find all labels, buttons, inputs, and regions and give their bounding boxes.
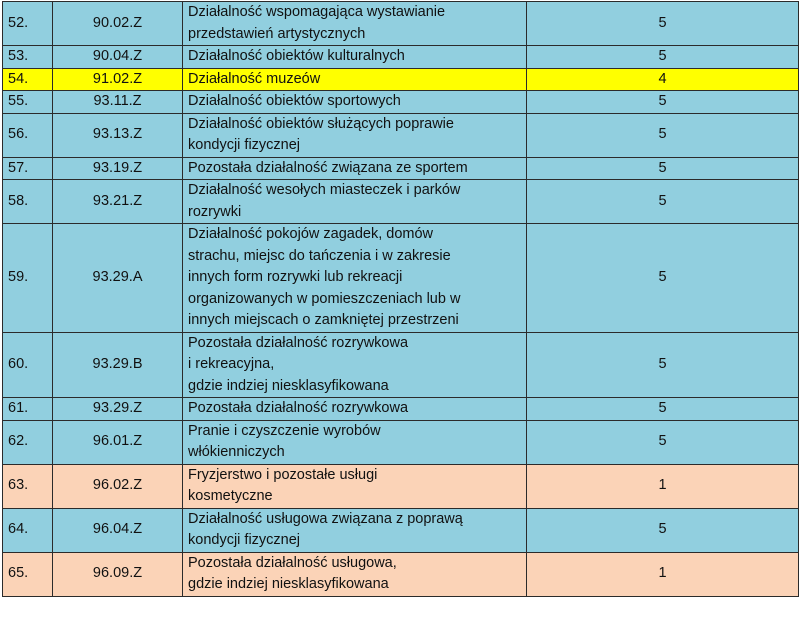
value-cell: 5 [527, 180, 799, 224]
value-cell: 5 [527, 113, 799, 157]
description-line: Działalność muzeów [188, 70, 321, 87]
table-row-highlighted [3, 464, 799, 508]
value-cell: 1 [527, 464, 799, 508]
row-number: 54. [3, 68, 53, 91]
description-line: włókienniczych [188, 444, 285, 460]
value-cell: 5 [527, 157, 799, 180]
description-line: Działalność wspomagająca wystawianie [188, 4, 446, 20]
activity-description [183, 113, 527, 157]
pkd-code: 96.09.Z [53, 552, 183, 596]
description-line: gdzie indziej niesklasyfikowana [188, 377, 389, 394]
table-row [3, 224, 799, 333]
description-line: innych miejscach o zamkniętej przestrzeni [188, 312, 459, 328]
pkd-code: 93.29.Z [53, 398, 183, 421]
activity-description [183, 224, 527, 333]
value-cell: 5 [527, 420, 799, 464]
activity-description [183, 91, 527, 114]
description-line: rozrywki [188, 203, 242, 220]
value-cell: 5 [527, 508, 799, 552]
activity-description [183, 180, 527, 224]
value-cell: 5 [527, 2, 799, 46]
value-cell: 4 [527, 68, 799, 91]
row-number: 55. [3, 91, 53, 114]
activity-description [183, 157, 527, 180]
value-cell: 5 [527, 46, 799, 69]
description-line: przedstawień artystycznych [188, 25, 366, 42]
table-row [3, 508, 799, 552]
table-row [3, 332, 799, 398]
description-line: Pranie i czyszczenie wyrobów [188, 422, 381, 439]
value-cell: 5 [527, 91, 799, 114]
description-line: Pozostała działalność rozrywkowa [188, 400, 409, 416]
row-number: 58. [3, 180, 53, 224]
description-line: kondycji fizycznej [188, 532, 301, 548]
row-number: 61. [3, 398, 53, 421]
pkd-code: 90.04.Z [53, 46, 183, 69]
description-line: Działalność obiektów służących poprawie [188, 115, 454, 132]
pkd-table [2, 1, 799, 597]
row-number: 60. [3, 332, 53, 398]
row-number: 65. [3, 552, 53, 596]
description-line: Fryzjerstwo i pozostałe usługi [188, 466, 378, 483]
pkd-code: 93.29.B [53, 332, 183, 398]
description-line: Pozostała działalność usługowa, [188, 554, 397, 571]
description-line: Działalność obiektów kulturalnych [188, 48, 405, 64]
row-number: 63. [3, 464, 53, 508]
table-row [3, 180, 799, 224]
description-line: kondycji fizycznej [188, 137, 301, 153]
table-row [3, 46, 799, 69]
pkd-code: 90.02.Z [53, 2, 183, 46]
row-number: 57. [3, 157, 53, 180]
pkd-code: 93.21.Z [53, 180, 183, 224]
row-number: 64. [3, 508, 53, 552]
table-row [3, 398, 799, 421]
activity-description [183, 68, 527, 91]
table-row-highlighted [3, 68, 799, 91]
table-row [3, 91, 799, 114]
pkd-table-body [3, 2, 799, 597]
description-line: strachu, miejsc do tańczenia i w zakresie [188, 247, 451, 264]
pkd-code: 93.19.Z [53, 157, 183, 180]
pkd-code: 91.02.Z [53, 68, 183, 91]
activity-description [183, 464, 527, 508]
row-number: 62. [3, 420, 53, 464]
value-cell: 1 [527, 552, 799, 596]
value-cell: 5 [527, 332, 799, 398]
description-line: Działalność wesołych miasteczek i parków [188, 182, 461, 198]
row-number: 53. [3, 46, 53, 69]
activity-description [183, 46, 527, 69]
table-row [3, 113, 799, 157]
table-row [3, 2, 799, 46]
description-line: i rekreacyjna, [188, 356, 275, 372]
pkd-code: 96.01.Z [53, 420, 183, 464]
pkd-code: 96.02.Z [53, 464, 183, 508]
pkd-code: 96.04.Z [53, 508, 183, 552]
pkd-code: 93.11.Z [53, 91, 183, 114]
activity-description [183, 332, 527, 398]
table-row-highlighted [3, 552, 799, 596]
activity-description [183, 2, 527, 46]
description-line: organizowanych w pomieszczeniach lub w [188, 290, 461, 307]
pkd-code: 93.13.Z [53, 113, 183, 157]
description-line: Działalność obiektów sportowych [188, 93, 401, 109]
row-number: 52. [3, 2, 53, 46]
activity-description [183, 508, 527, 552]
table-row [3, 157, 799, 180]
description-line: Działalność usługowa związana z poprawą [188, 510, 463, 527]
activity-description [183, 398, 527, 421]
description-line: innych form rozrywki lub rekreacji [188, 269, 403, 285]
row-number: 59. [3, 224, 53, 333]
description-line: kosmetyczne [188, 488, 273, 504]
activity-description [183, 552, 527, 596]
description-line: Działalność pokojów zagadek, domów [188, 226, 434, 242]
table-row [3, 420, 799, 464]
value-cell: 5 [527, 224, 799, 333]
pkd-code: 93.29.A [53, 224, 183, 333]
description-line: Pozostała działalność związana ze sportem [188, 159, 468, 176]
description-line: Pozostała działalność rozrywkowa [188, 334, 409, 351]
description-line: gdzie indziej niesklasyfikowana [188, 576, 389, 592]
value-cell: 5 [527, 398, 799, 421]
activity-description [183, 420, 527, 464]
row-number: 56. [3, 113, 53, 157]
